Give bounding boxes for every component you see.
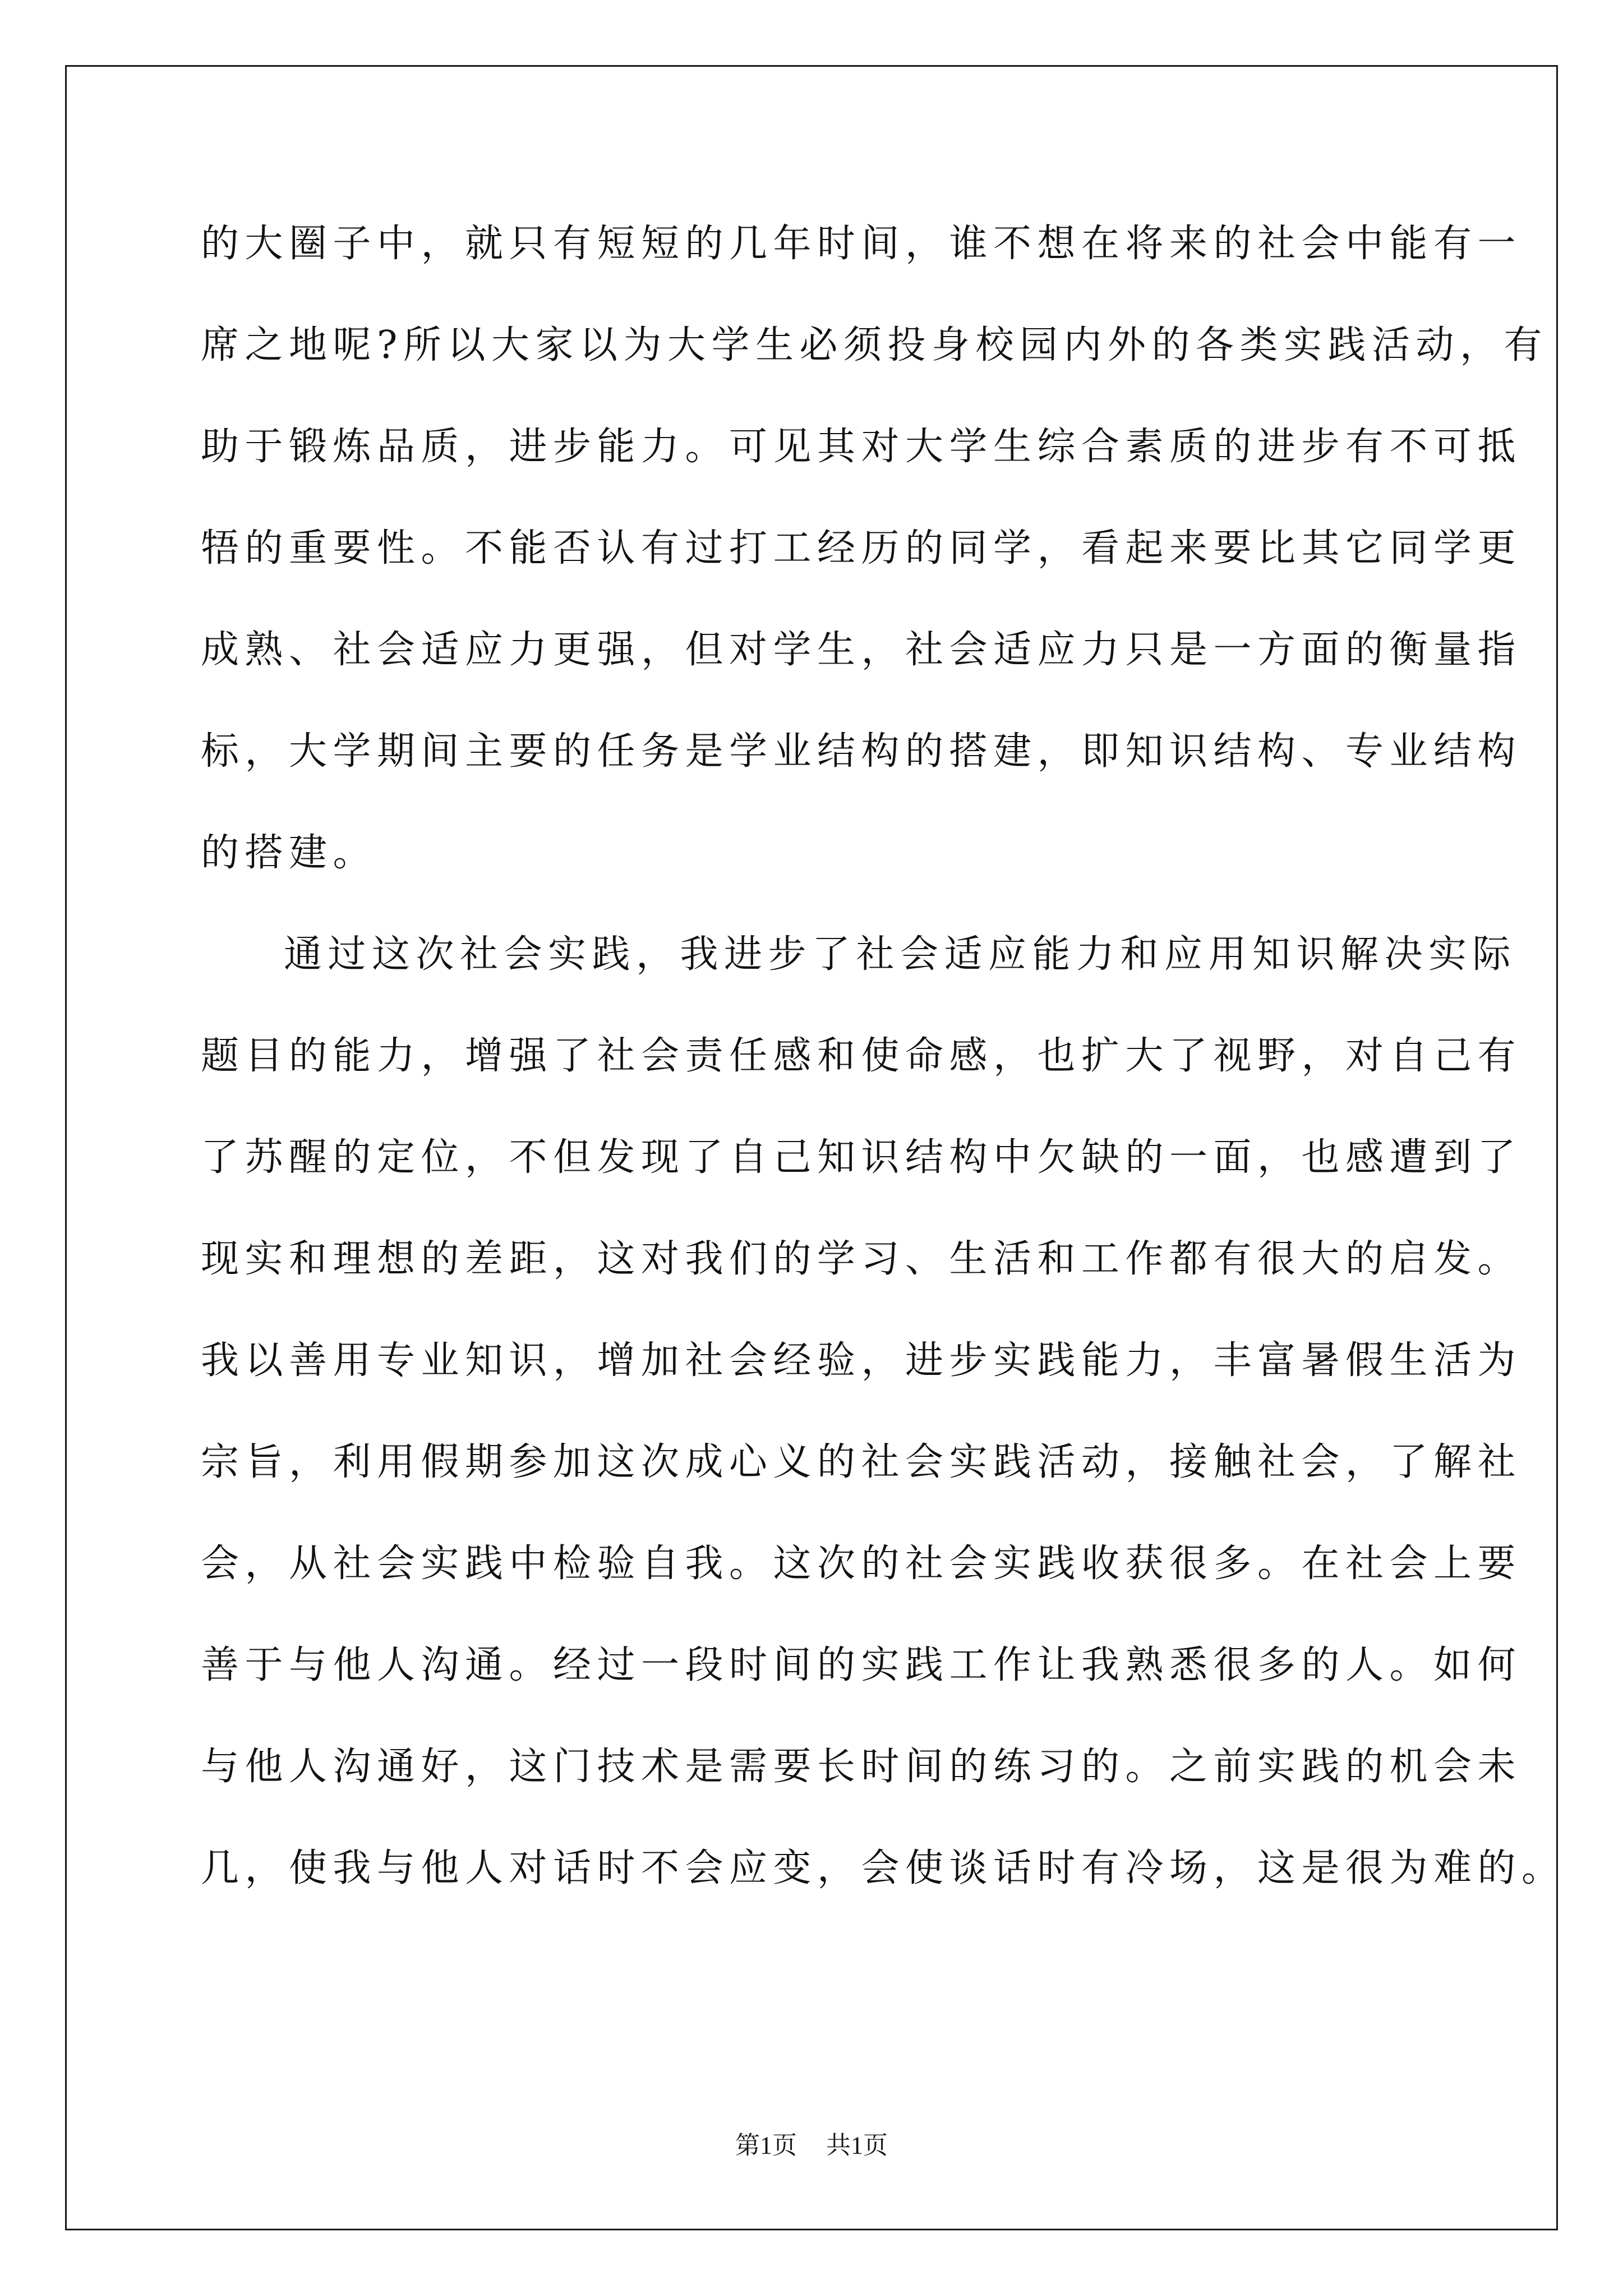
text-line: 宗旨，利用假期参加这次成心义的社会实践活动，接触社会，了解社: [201, 1440, 1522, 1484]
text-line: 标，大学期间主要的任务是学业结构的搭建，即知识结构、专业结构: [201, 729, 1522, 774]
text-line: 席之地呢?所以大家以为大学生必须投身校园内外的各类实践活动，有: [201, 323, 1548, 367]
text-line: 助于锻炼品质，进步能力。可见其对大学生综合素质的进步有不可抵: [201, 425, 1522, 469]
text-line: 了苏醒的定位，不但发现了自己知识结构中欠缺的一面，也感遭到了: [201, 1135, 1522, 1180]
text-line: 题目的能力，增强了社会责任感和使命感，也扩大了视野，对自己有: [201, 1034, 1522, 1078]
text-line: 现实和理想的差距，这对我们的学习、生活和工作都有很大的启发。: [201, 1237, 1522, 1281]
text-line: 成熟、社会适应力更强，但对学生，社会适应力只是一方面的衡量指: [201, 628, 1522, 672]
paragraph-first-line: 通过这次社会实践，我进步了社会适应能力和应用知识解决实际: [284, 932, 1517, 977]
page-number: 第1页: [735, 2132, 797, 2159]
text-line: 我以善用专业知识，增加社会经验，进步实践能力，丰富暑假生活为: [201, 1338, 1522, 1383]
text-line: 的大圈子中，就只有短短的几年时间，谁不想在将来的社会中能有一: [201, 222, 1522, 266]
text-line: 会，从社会实践中检验自我。这次的社会实践收获很多。在社会上要: [201, 1542, 1522, 1586]
text-line: 与他人沟通好，这门技术是需要长时间的练习的。之前实践的机会未: [201, 1745, 1522, 1789]
text-line: 的搭建。: [201, 831, 377, 875]
text-line: 几，使我与他人对话时不会应变，会使谈话时有冷场，这是很为难的。: [201, 1846, 1566, 1890]
total-pages: 共1页: [826, 2132, 888, 2159]
text-line: 善于与他人沟通。经过一段时间的实践工作让我熟悉很多的人。如何: [201, 1643, 1522, 1687]
document-body: [201, 213, 1566, 1939]
text-line: 牾的重要性。不能否认有过打工经历的同学，看起来要比其它同学更: [201, 526, 1522, 570]
page-footer: [0, 2125, 1623, 2161]
